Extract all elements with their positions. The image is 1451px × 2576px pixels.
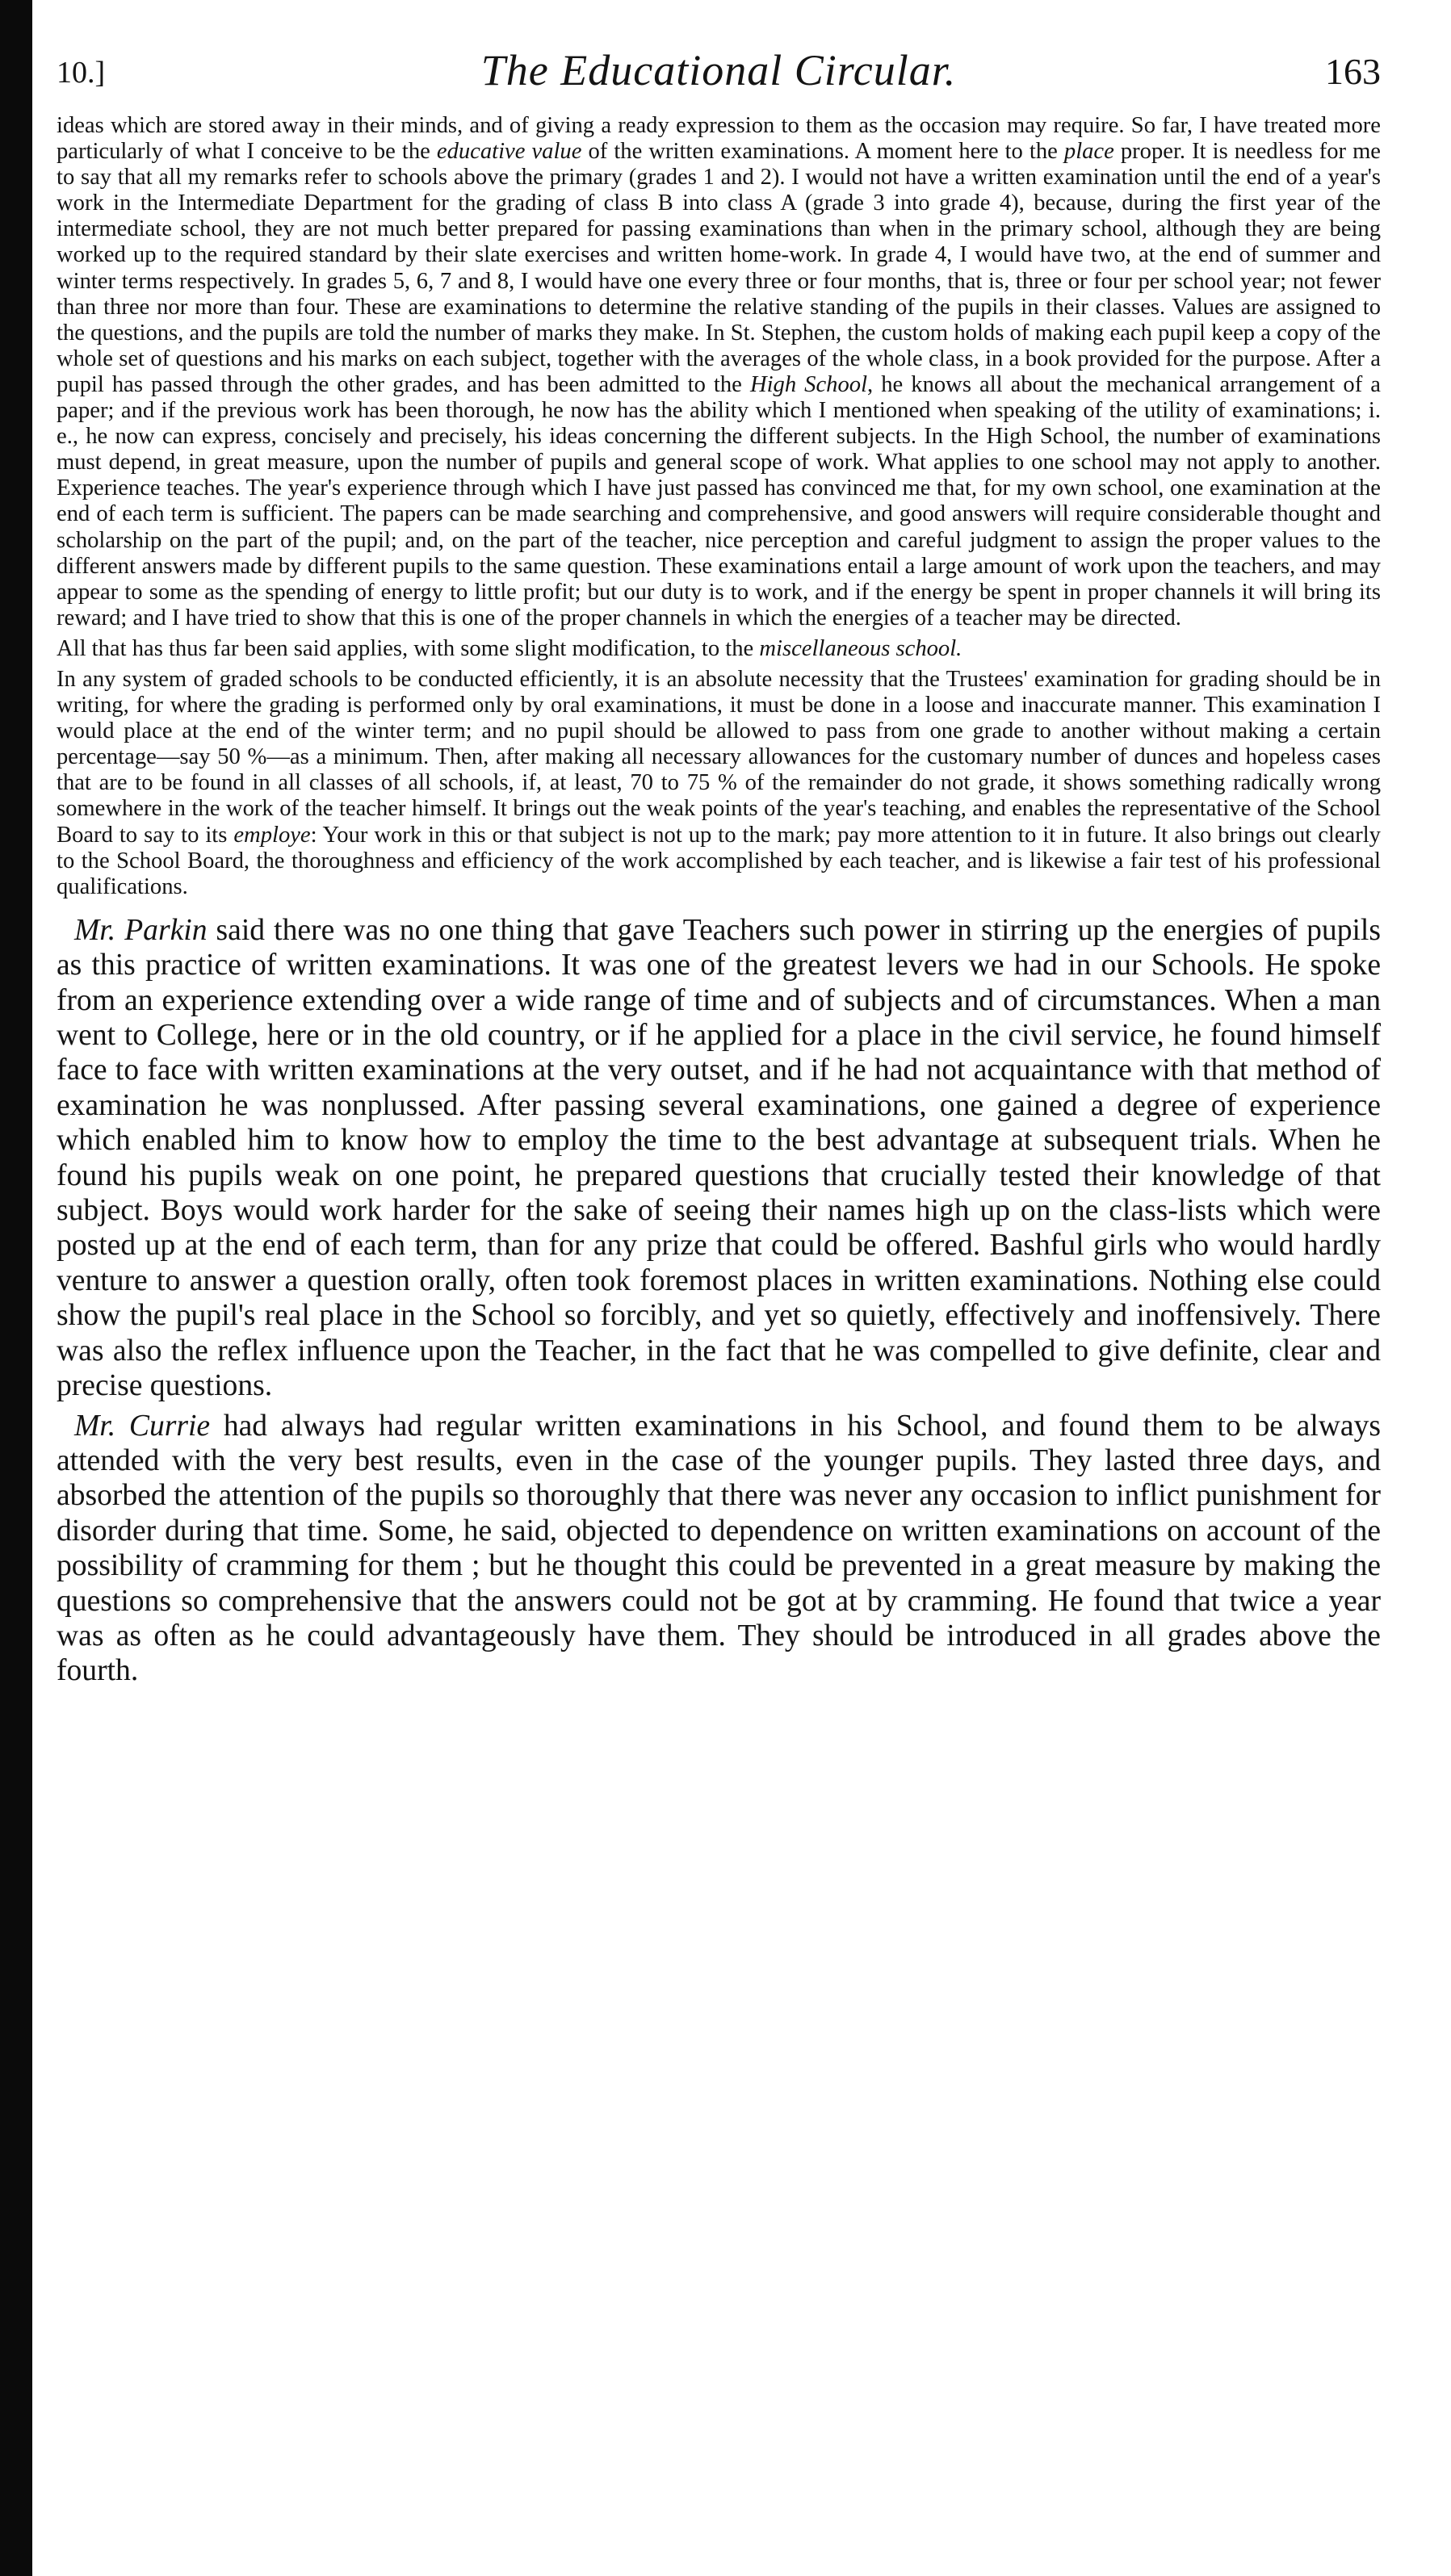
text-run: of the written examinations. A moment here to the: [581, 139, 1064, 165]
page-content: [57, 40, 1381, 1694]
italic-text: miscellaneous school.: [759, 635, 962, 661]
text-run: In any system of graded schools to be conducted efficiently, it is an absolute necessity that the Trustees' examination for grading should be in writing, for where the grading is performed only by oral examinations, it must be done in a loose and inaccurate manner. This examination I would place at the end of the winter term; and no pupil should be allowed to pass from one grade to another without making a certain percentage—say 50 %—as a minimum. Then, after making all necessary allowances for the customary number of dunces and hopeless cases that are to be found in all classes of all schools, if, at least, 70 to 75 % of the remainder do not grade, it shows something radically wrong somewhere in the work of the teacher himself. It brings out the weak points of the year's teaching, and enables the representative of the School Board to say to its: [57, 666, 1381, 848]
text-run: had always had regular written examinations in his School, and found them to be always attended with the very best results, even in the case of the younger pupils. They lasted three days, and absorbed the attention of the pupils so thoroughly that there was never any occasion to inflict punishment for disorder during that time. Some, he said, objected to dependence on written examinations on account of the possibility of cramming for them ; but he thought this could be prevented in a great measure by making the questions so comprehensive that the answers could not be got at by cramming. He found that twice a year was as often as he could advantageously have them. They should be introduced in all grades above the fourth.: [57, 1409, 1381, 1688]
small-print-block: [57, 113, 1381, 900]
binding-edge: [0, 0, 32, 2576]
running-header: [57, 40, 1381, 108]
paragraph: [57, 113, 1381, 631]
italic-text: Mr. Parkin: [74, 913, 208, 947]
italic-text: Mr. Currie: [74, 1409, 211, 1443]
large-print-block: [57, 913, 1381, 1689]
text-run: ideas which are stored away in their minds, and of giving a ready expression to them as the occasion may require. So far, I have treated more particularly of what I conceive to be the: [57, 113, 1381, 165]
page-number: 163: [1325, 51, 1381, 92]
italic-text: place: [1063, 139, 1114, 165]
text-run: said there was no one thing that gave Teachers such power in stirring up the energies of pupils as this practice of written examinations. It was one of the greatest levers we had in our Schools. He spoke from an experience extending over a wide range of time and of subjects and of circumstances. When a man went to College, here or in the old country, or if he applied for a place in the civil service, he found himself face to face with written examinations at the very outset, and if he had not acquaintance with that method of examination he was nonplussed. After passing several examinations, one gained a degree of experience which enabled him to know how to employ the time to the best advantage at subsequent trials. When he found his pupils weak on one point, he prepared questions that crucially tested their knowledge of that subject. Boys would work harder for the sake of seeing their names high up on the class-lists which were posted up at the end of each term, than for any prize that could be offered. Bashful girls who would hardly venture to answer a question orally, often took foremost places in written examinations. Nothing else could show the pupil's real place in the School so forcibly, and yet so quietly, effectively and inoffensively. There was also the reflex influence upon the Teacher, in the fact that he was compelled to give definite, clear and precise questions.: [57, 913, 1381, 1403]
italic-text: High School: [749, 371, 868, 397]
paragraph: [57, 1409, 1381, 1689]
text-run: , he knows all about the mechanical arrangement of a paper; and if the previous work has been thorough, he now has the ability which I mentioned when speaking of the utility of examinations; i. e., he now can express, concisely and precisely, his ideas concerning the different subjects. In the High School, the number of examinations must depend, in great measure, upon the number of pupils and general scope of work. What applies to one school may not apply to another. Experience teaches. The year's experience through which I have just passed has convinced me that, for my own school, one examination at the end of each term is sufficient. The papers can be made searching and comprehensive, and good answers will require considerable thought and scholarship on the part of the pupil; and, on the part of the teacher, nice perception and careful judgment to assign the proper values to the different answers made by different pupils to the same question. These examinations entail a large amount of work upon the teachers, and may appear to some as the spending of energy to little profit; but our duty is to work, and if the energy be spent in proper channels it will bring its reward; and I have tried to show that this is one of the proper channels in which the energies of a teacher may be directed.: [57, 371, 1381, 630]
paragraph: [57, 913, 1381, 1404]
text-run: proper. It is needless for me to say that all my remarks refer to schools above the primary (grades 1 and 2). I would not have a written examination until the end of a year's work in the Intermediate Department for the grading of class B into class A (grade 3 into grade 4), because, during the first year of the intermediate school, they are not much better prepared for passing examinations than when in the primary school, although they are being worked up to the required standard by their slate exercises and written home-work. In grade 4, I would have two, at the end of summer and winter terms respectively. In grades 5, 6, 7 and 8, I would have one every three or four months, that is, three or four per school year; not fewer than three nor more than four. These are examinations to determine the relative standing of the pupils in their classes. Values are assigned to the questions, and the pupils are told the number of marks they make. In St. Stephen, the custom holds of making each pupil keep a copy of the whole set of questions and his marks on each subject, together with the averages of the whole class, in a book provided for the purpose. After a pupil has passed through the other grades, and has been admitted to the: [57, 139, 1381, 397]
section-number: 10.]: [57, 56, 106, 90]
text-run: : Your work in this or that subject is not up to the mark; pay more attention to it in future. It also brings out clearly to the School Board, the thoroughness and efficiency of the work accomplished by each teacher, and is likewise a fair test of his professional qualifications.: [57, 822, 1381, 899]
text-run: All that has thus far been said applies, with some slight modification, to the: [57, 635, 760, 661]
paragraph: [57, 636, 1381, 662]
journal-title: The Educational Circular.: [480, 46, 957, 94]
body-text: [57, 113, 1381, 1689]
italic-text: employe: [233, 822, 311, 848]
paragraph: [57, 667, 1381, 900]
italic-text: educative value: [436, 139, 582, 165]
